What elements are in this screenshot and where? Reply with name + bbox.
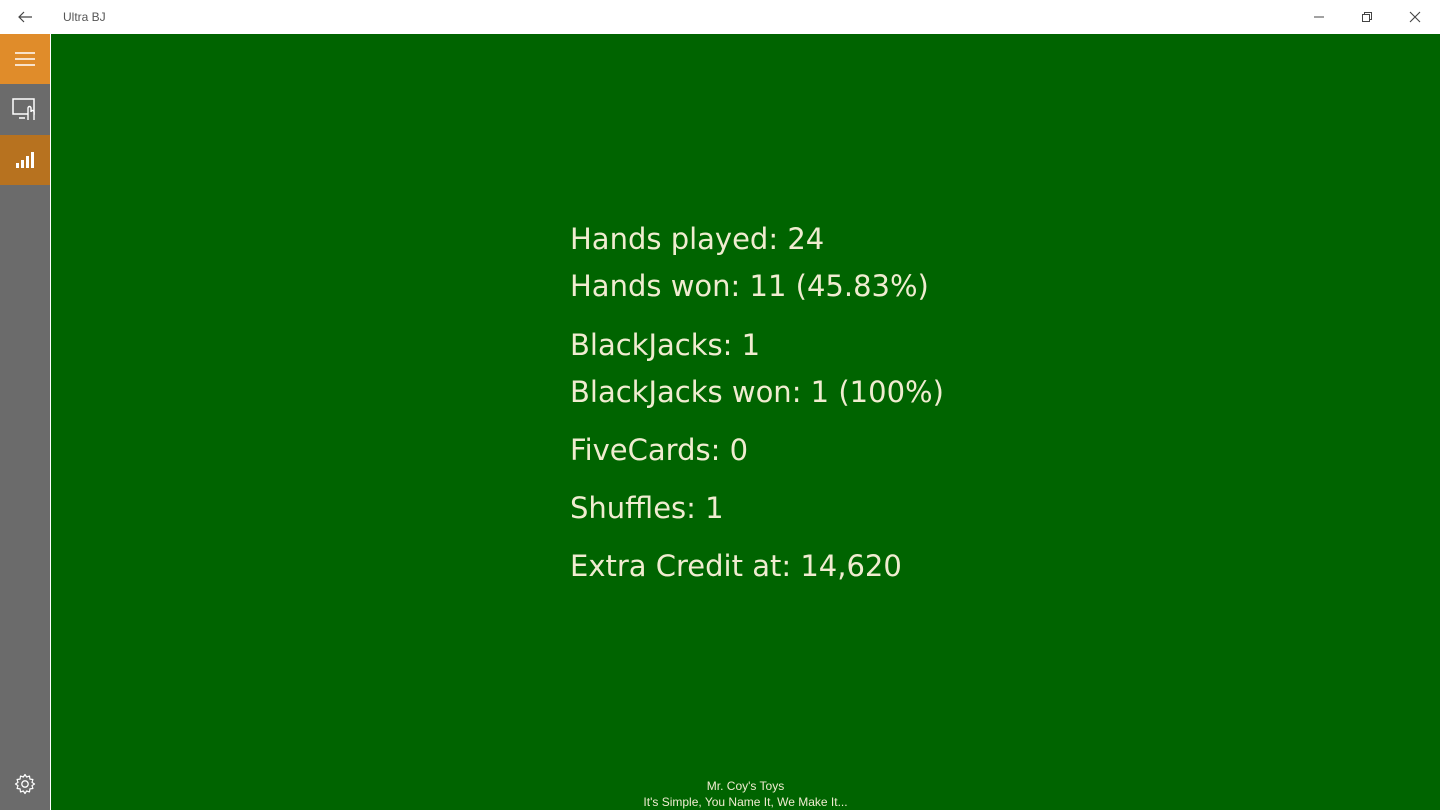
gear-icon (14, 773, 36, 795)
sidebar (0, 34, 50, 810)
nav-statistics-button[interactable] (0, 135, 50, 185)
footer-company: Mr. Coy's Toys (706, 779, 785, 793)
nav-game-button[interactable] (0, 84, 50, 134)
extra-credit-stat: Extra Credit at: 14,620 (570, 549, 902, 583)
title-bar (0, 0, 1440, 34)
close-button[interactable] (1392, 0, 1438, 34)
minimize-icon (1313, 11, 1325, 23)
blackjacks-stat: BlackJacks: 1 (570, 328, 761, 362)
back-arrow-icon (17, 9, 33, 25)
window-title: Ultra BJ (63, 10, 106, 24)
close-icon (1409, 11, 1421, 23)
touch-screen-icon (11, 96, 39, 122)
footer-tagline: It's Simple, You Name It, We Make It... (643, 795, 848, 809)
blackjacks-won-stat: BlackJacks won: 1 (100%) (570, 375, 944, 409)
hamburger-icon (14, 51, 36, 67)
restore-button[interactable] (1344, 0, 1390, 34)
hands-played-stat: Hands played: 24 (570, 222, 825, 256)
hands-won-stat: Hands won: 11 (45.83%) (570, 269, 929, 303)
minimize-button[interactable] (1296, 0, 1342, 34)
fivecards-stat: FiveCards: 0 (570, 433, 749, 467)
settings-button[interactable] (0, 759, 50, 809)
back-button[interactable] (0, 0, 50, 34)
stats-page (51, 34, 1440, 810)
hamburger-menu-button[interactable] (0, 34, 50, 84)
restore-icon (1361, 11, 1373, 23)
shuffles-stat: Shuffles: 1 (570, 491, 724, 525)
signal-bars-icon (15, 151, 35, 169)
